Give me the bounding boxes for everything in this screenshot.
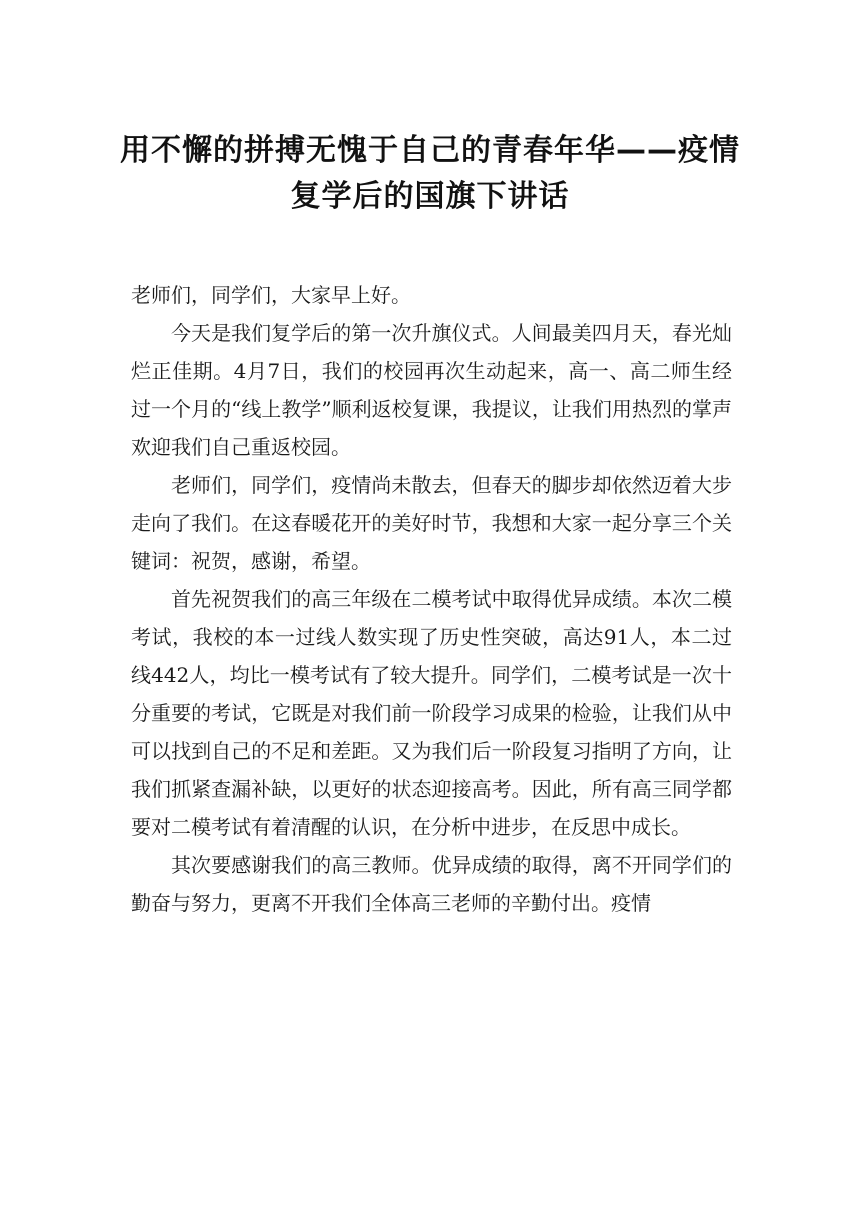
body-paragraph: 今天是我们复学后的第一次升旗仪式。人间最美四月天，春光灿烂正佳期。4月7日，我们的校园再次生动起来，高一、高二师生经过一个月的“线上教学”顺利返校复课，我提议，让我们用热烈的掌声欢迎我们自己重返校园。 (131, 321, 732, 459)
body-paragraph: 首先祝贺我们的高三年级在二模考试中取得优异成绩。本次二模考试，我校的本一过线人数实现了历史性突破，高达91人，本二过线442人，均比一模考试有了较大提升。同学们，二模考试是一次十分重要的考试，它既是对我们前一阶段学习成果的检验，让我们从中可以找到自己的不足和差距。又为我们后一阶段复习指明了方向，让我们抓紧查漏补缺，以更好的状态迎接高考。因此，所有高三同学都要对二模考试有着清醒的认识，在分析中进步，在反思中成长。 (131, 587, 732, 839)
document-body (131, 276, 732, 922)
greeting-paragraph: 老师们，同学们，大家早上好。 (131, 283, 411, 307)
body-paragraph: 老师们，同学们，疫情尚未散去，但春天的脚步却依然迈着大步走向了我们。在这春暖花开的美好时节，我想和大家一起分享三个关键词：祝贺，感谢，希望。 (131, 473, 732, 573)
body-paragraph: 其次要感谢我们的高三教师。优异成绩的取得，离不开同学们的勤奋与努力，更离不开我们全体高三老师的辛勤付出。疫情 (131, 853, 732, 915)
document-title: 用不懈的拼搏无愧于自己的青春年华——疫情复学后的国旗下讲话 (120, 133, 740, 214)
